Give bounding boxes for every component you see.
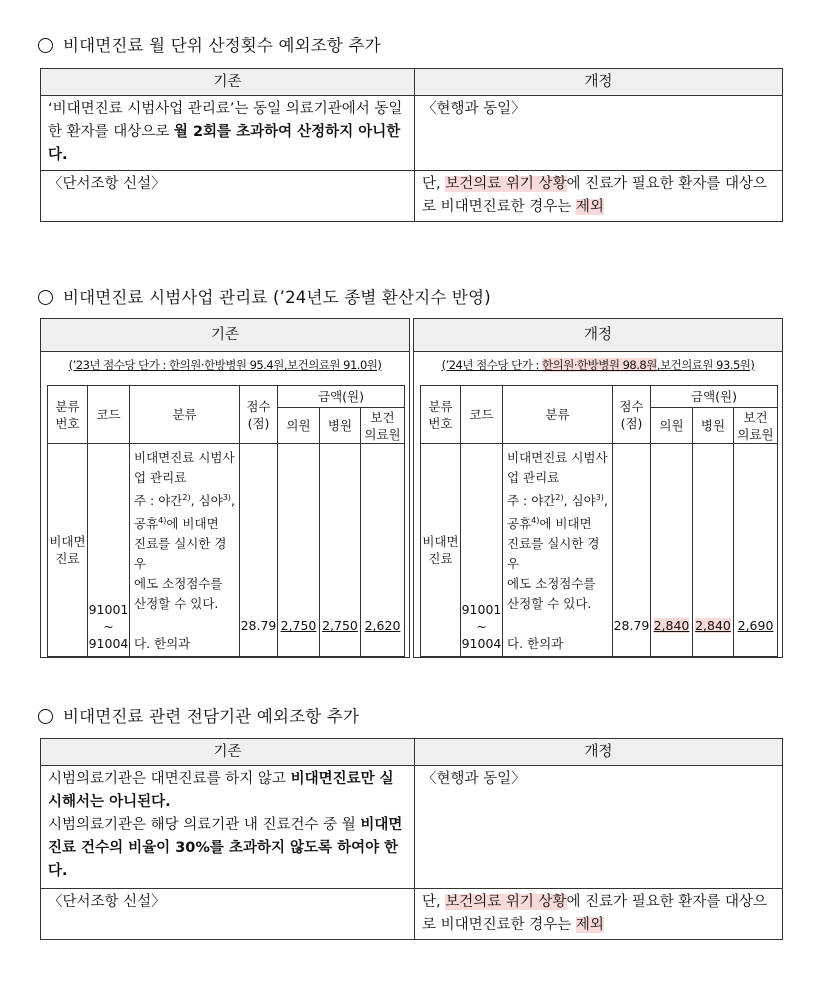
row1-new-cell: 〈현행과 동일〉 [415, 766, 783, 889]
row-item: 다. 한의과 [134, 636, 191, 652]
hdr-hospital: 병원 [320, 408, 361, 444]
fee-table-new [420, 385, 778, 657]
hdr-amount: 금액(원) [651, 386, 778, 408]
row2-new-cell: 단, 보건의료 위기 상황에 진료가 필요한 환자를 대상으로 비대면진료한 경우는 제외 [415, 171, 783, 222]
hdr-clinic: 의원 [651, 408, 693, 444]
amount-health-center: 2,620 [361, 444, 405, 657]
hdr-class-no: 분류 번호 [48, 386, 88, 444]
amount-clinic: 2,750 [278, 444, 320, 657]
hdr-code: 코드 [88, 386, 130, 444]
col-header-old: 기존 [41, 739, 415, 766]
row-code: 91001 ~ 91004 [88, 444, 130, 657]
hdr-score: 점수 (점) [240, 386, 278, 444]
section1-table [40, 68, 783, 222]
row-class: 비대면 진료 [48, 444, 88, 657]
unit-price-note-old: (’23년 점수당 단가 : 한의원·한방병원 95.4원,보건의료원 91.0원) [68, 358, 382, 372]
hdr-hospital: 병원 [693, 408, 734, 444]
row2-new-cell: 단, 보건의료 위기 상황에 진료가 필요한 환자를 대상으로 비대면진료한 경우는 제외 [415, 889, 783, 940]
hdr-score: 점수 (점) [613, 386, 651, 444]
row-code: 91001 ~ 91004 [461, 444, 503, 657]
row-description: 비대면진료 시범사 업 관리료 주 : 야간$^{2)}$, 심야$^{3)}$, 공휴$^{4)}$에 비대면 진료를 실시한 경우 에도 소정점수를 산정할 수 있다. 다. 한의과 [130, 444, 240, 657]
row-score: 28.79 [613, 444, 651, 657]
row1-new-cell: 〈현행과 동일〉 [415, 96, 783, 171]
fee-table-old [47, 385, 405, 657]
hdr-class-no: 분류 번호 [421, 386, 461, 444]
hdr-amount: 금액(원) [278, 386, 405, 408]
row1-old-cell: 시범의료기관은 대면진료를 하지 않고 비대면진료만 실시해서는 아니된다. 시범의료기관은 해당 의료기관 내 진료건수 중 월 비대면진료 건수의 비율이 30%를 초과하지 않도록 하여야 한다. [41, 766, 415, 889]
panel-header-new: 개정 [414, 319, 782, 352]
circle-bullet-icon [38, 290, 53, 305]
col-header-old: 기존 [41, 69, 415, 96]
amount-health-center: 2,690 [734, 444, 778, 657]
hdr-health-center: 보건 의료원 [734, 408, 778, 444]
amount-hospital: 2,840 [693, 444, 734, 657]
circle-bullet-icon [38, 38, 53, 53]
circle-bullet-icon [38, 709, 53, 724]
section3-title: 비대면진료 관련 전담기관 예외조항 추가 [38, 703, 359, 727]
panel-header-old: 기존 [41, 319, 409, 352]
hdr-class: 분류 [503, 386, 613, 444]
col-header-new: 개정 [415, 69, 783, 96]
row-score: 28.79 [240, 444, 278, 657]
hdr-class: 분류 [130, 386, 240, 444]
row-description: 비대면진료 시범사 업 관리료 주 : 야간$^{2)}$, 심야$^{3)}$, 공휴$^{4)}$에 비대면 진료를 실시한 경우 에도 소정점수를 산정할 수 있다. 다. 한의과 [503, 444, 613, 657]
hdr-health-center: 보건 의료원 [361, 408, 405, 444]
fee-panel-new [413, 318, 783, 658]
hdr-clinic: 의원 [278, 408, 320, 444]
amount-hospital: 2,750 [320, 444, 361, 657]
row2-old-cell: 〈단서조항 신설〉 [41, 889, 415, 940]
amount-clinic: 2,840 [651, 444, 693, 657]
row1-old-cell: ‘비대면진료 시범사업 관리료’는 동일 의료기관에서 동일한 환자를 대상으로 월 2회를 초과하여 산정하지 아니한다. [41, 96, 415, 171]
section2-title: 비대면진료 시범사업 관리료 (’24년도 종별 환산지수 반영) [38, 284, 491, 308]
hdr-code: 코드 [461, 386, 503, 444]
row2-old-cell: 〈단서조항 신설〉 [41, 171, 415, 222]
col-header-new: 개정 [415, 739, 783, 766]
section1-title: 비대면진료 월 단위 산정횟수 예외조항 추가 [38, 32, 381, 56]
row-class: 비대면 진료 [421, 444, 461, 657]
unit-price-note-new: (’24년 점수당 단가 : 한의원·한방병원 98.8원,보건의료원 93.5원) [441, 358, 755, 372]
row-item: 다. 한의과 [507, 636, 564, 652]
section3-table [40, 738, 783, 940]
fee-panel-old [40, 318, 410, 658]
